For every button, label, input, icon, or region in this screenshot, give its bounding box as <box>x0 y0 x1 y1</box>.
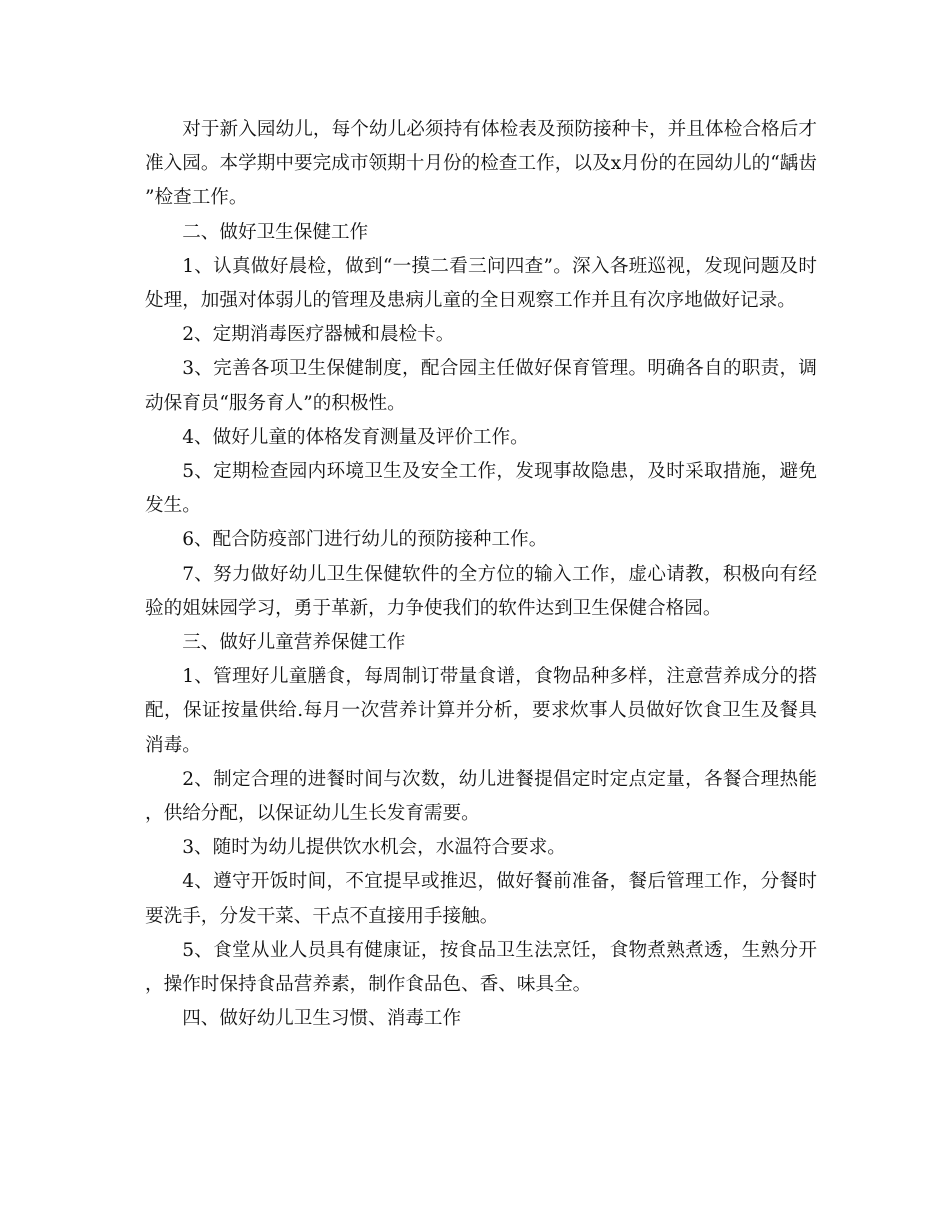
paragraph-morning-check: 1、认真做好晨检，做到“一摸二看三问四查”。深入各班巡视，发现问题及时处理，加强对体弱儿的管理及患病儿童的全日观察工作并且有次序地做好记录。 <box>145 255 817 312</box>
paragraph-new-enrollment: 对于新入园幼儿，每个幼儿必须持有体检表及预防接种卡，并且体检合格后才准入园。本学期中要完成市领期十月份的检查工作，以及x月份的在园幼儿的“龋齿”检查工作。 <box>145 119 817 209</box>
section-heading-hygiene-habits: 四、做好幼儿卫生习惯、消毒工作 <box>182 1008 462 1030</box>
paragraph-meal-timing: 2、制定合理的进餐时间与次数，幼儿进餐提倡定时定点定量，各餐合理热能，供给分配，以保证幼儿生长发育需要。 <box>145 768 817 825</box>
paragraph-safety-inspection: 5、定期检查园内环境卫生及安全工作，发现事故隐患，及时采取措施，避免发生。 <box>145 461 817 517</box>
paragraph-meal-schedule: 4、遵守开饭时间，不宜提早或推迟，做好餐前准备，餐后管理工作，分餐时要洗手，分发干菜、干点不直接用手接触。 <box>145 871 817 927</box>
paragraph-vaccination: 6、配合防疫部门进行幼儿的预防接种工作。 <box>182 529 548 551</box>
paragraph-growth-measurement: 4、做好儿童的体格发育测量及评价工作。 <box>182 426 529 448</box>
section-heading-health-care: 二、做好卫生保健工作 <box>182 221 369 243</box>
paragraph-kitchen-staff: 5、食堂从业人员具有健康证，按食品卫生法烹饪，食物煮熟煮透，生熟分开，操作时保持食品营养素，制作食品色、香、味具全。 <box>145 939 817 996</box>
paragraph-health-system: 3、完善各项卫生保健制度，配合园主任做好保育管理。明确各自的职责，调动保育员“服务育人”的积极性。 <box>145 358 817 414</box>
paragraph-meal-management: 1、管理好儿童膳食，每周制订带量食谱，食物品种多样，注意营养成分的搭配，保证按量供给.每月一次营养计算并分析，要求炊事人员做好饮食卫生及餐具消毒。 <box>145 666 817 756</box>
paragraph-drinking-water: 3、随时为幼儿提供饮水机会，水温符合要求。 <box>182 837 566 859</box>
section-heading-nutrition: 三、做好儿童营养保健工作 <box>182 632 406 654</box>
paragraph-software-input: 7、努力做好幼儿卫生保健软件的全方位的输入工作，虚心请教，积极向有经验的姐妹园学习，勇于革新，力争使我们的软件达到卫生保健合格园。 <box>145 563 817 619</box>
paragraph-disinfection: 2、定期消毒医疗器械和晨检卡。 <box>182 324 455 346</box>
document-body <box>145 113 817 1036</box>
